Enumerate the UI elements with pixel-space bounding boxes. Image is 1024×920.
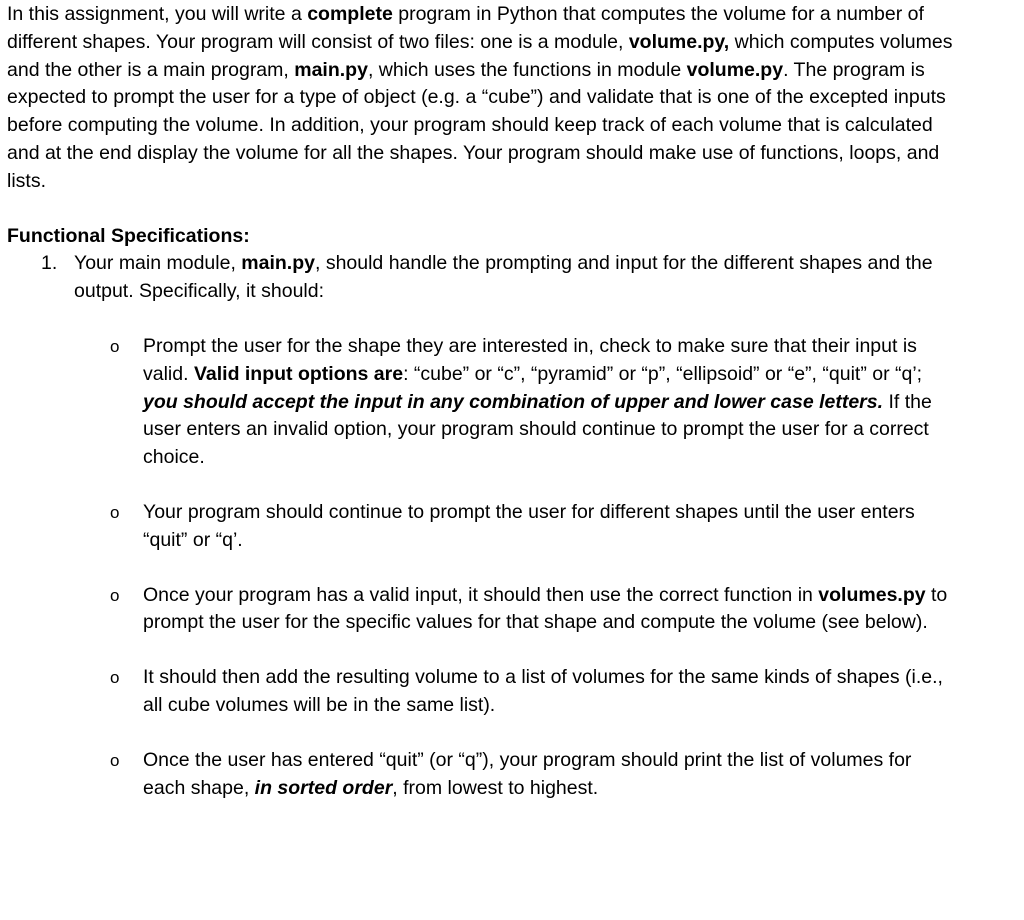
document-page: [0, 1, 1024, 920]
bullet5-text-2: , from lowest to highest.: [392, 776, 599, 799]
item1-bold-main-py: main.py: [241, 252, 315, 275]
bullet1-bold-valid-options: Valid input options are: [193, 362, 404, 385]
item-number: 1.: [41, 252, 58, 275]
numbered-item-1: [7, 250, 944, 306]
bullet-list: [7, 333, 1024, 802]
bullet-item-continue-prompt: [7, 499, 958, 555]
intro-text-4: , which uses the functions in module: [367, 58, 687, 81]
intro-text-2: program in Python that computes the volume for a number of different shapes. Your program will consist of two files: one is a module,: [7, 3, 924, 53]
bullet-marker: o: [110, 750, 120, 770]
bullet2-text-1: Your program should continue to prompt the user for different shapes until the user enters “quit” or “q’.: [143, 500, 915, 551]
bullet-marker: o: [110, 336, 120, 356]
bullet1-text-1: Prompt the user for the shape they are interested in, check to make sure that their input is valid.: [143, 334, 917, 385]
bullet-marker: o: [110, 585, 120, 605]
bullet1-text-3: If the user enters an invalid option, your program should continue to prompt the user for a correct choice.: [143, 390, 932, 469]
bullet-marker: o: [110, 668, 120, 688]
item1-text-2: , should handle the prompting and input for the different shapes and the output. Specifically, it should:: [74, 252, 933, 303]
bullet5-text-1: Once the user has entered “quit” (or “q”), your program should print the list of volumes for each shape,: [143, 748, 912, 799]
bullet3-text-2: to prompt the user for the specific values for that shape and compute the volume (see below).: [143, 583, 948, 634]
bullet1-text-2: : “cube” or “c”, “pyramid” or “p”, “ellipsoid” or “e”, “quit” or “q’;: [403, 362, 923, 385]
intro-text-1: In this assignment, you will write a: [7, 3, 308, 25]
bullet5-bold-italic-sorted: in sorted order: [254, 776, 393, 799]
intro-text-5: . The program is expected to prompt the user for a type of object (e.g. a “cube”) and validate that is one of the excepted inputs before computing the volume. In addition, your program should keep track of each volume that is calculated and at the end display the volume for all the shapes. Your program should make use of functions, loops, and lists.: [7, 58, 946, 192]
bullet-item-valid-input: [7, 582, 958, 638]
bullet-item-prompt-shape: [7, 333, 958, 472]
bullet-item-add-volume: [7, 664, 958, 720]
bullet1-bold-italic-case: you should accept the input in any combination of upper and lower case letters.: [143, 390, 884, 413]
intro-text-3: which computes volumes and the other is a main program,: [7, 30, 953, 81]
intro-bold-volume-py: volume.py,: [628, 30, 730, 53]
intro-bold-main-py: main.py: [294, 58, 368, 81]
bullet4-text-1: It should then add the resulting volume to a list of volumes for the same kinds of shapes (i.e., all cube volumes will be in the same list).: [143, 666, 943, 716]
bullet-marker: o: [110, 502, 120, 522]
intro-bold-volume-py-2: volume.py: [686, 58, 784, 81]
intro-bold-complete: complete: [307, 3, 393, 25]
item1-text-1: Your main module,: [74, 252, 242, 275]
bullet3-text-1: Once your program has a valid input, it should then use the correct function in: [143, 583, 819, 606]
bullet3-bold-volumes-py: volumes.py: [818, 583, 926, 606]
intro-paragraph: [7, 1, 957, 196]
bullet-item-print-sorted: [7, 747, 958, 803]
functional-specs-heading: Functional Specifications:: [7, 224, 250, 247]
